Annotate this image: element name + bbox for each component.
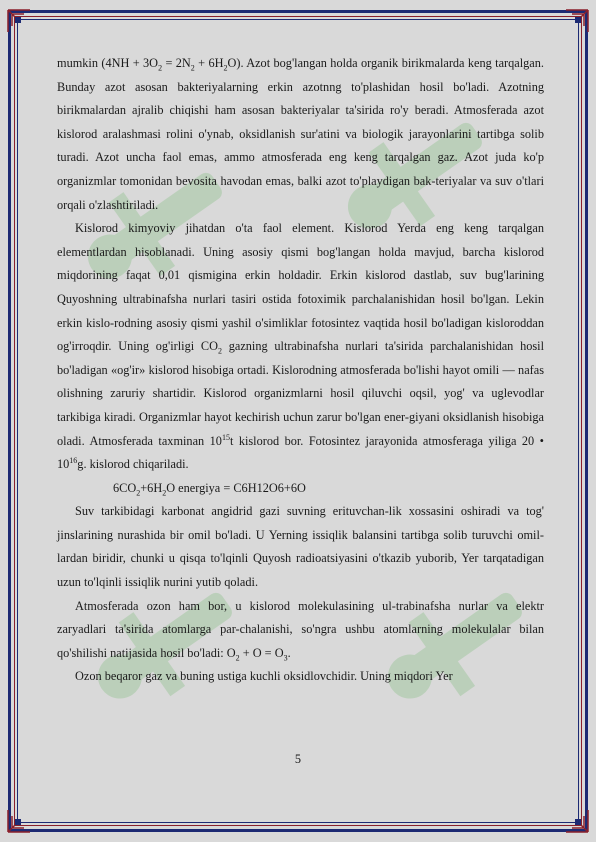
paragraph (57, 52, 544, 217)
text-run: 2 (235, 653, 240, 663)
formula-line (57, 477, 544, 501)
text-run: 2 (223, 63, 228, 73)
text-run: + 6H (194, 56, 224, 70)
document-body (57, 52, 544, 689)
text-run: +6H (140, 480, 163, 495)
text-run: mumkin (4NH + 3O (57, 56, 159, 70)
corner-ornament-icon (6, 808, 32, 834)
paragraph (57, 665, 544, 689)
text-run: 3 (283, 653, 288, 663)
text-run: 2 (158, 63, 163, 73)
text-run: t kislorod bor. Fotosintez jarayonida atmosferaga yiliga 20 • 10 (57, 433, 544, 472)
text-run: O energiya = C6H12O6+6O (166, 480, 306, 495)
corner-ornament-icon (6, 8, 32, 34)
text-run: 2 (190, 63, 195, 73)
text-run: = 2N (162, 56, 191, 70)
text-run: 16 (69, 456, 78, 465)
text-run: . (287, 645, 291, 660)
text-run: Ozon beqaror gaz va buning ustiga kuchli oksidlovchidir. Uning miqdori Yer (75, 669, 453, 684)
page-number: 5 (294, 752, 302, 766)
paragraph (57, 217, 544, 477)
text-run: Atmosferada ozon ham bor, u kislorod molekulasining ul-trabinafsha nurlar va elektr zaryadlari ta'sirida atomlarga par-chalanishi, so'ngra ushbu atomlarning molekulalar bilan qo'shilishi natijasida hosil bo'ladi: O (57, 598, 544, 660)
text-run: 15 (221, 432, 230, 442)
text-run: Suv tarkibidagi karbonat angidrid gazi suvning erituvchan-lik xossasini oshiradi va tog' jinslarining nurashida bir omil bo'ladi. U Yerning issiqlik balansini tartibga solib turuvchi omil-lardan biridir, chunki u qisqa to'lqinli Quyosh radioatsiyasini o'tkazib yuborib, Yer tarqatadigan uzun to'lqinli issiqlik nurini yutib qoladi. (57, 504, 544, 590)
text-run: + O = O (239, 645, 284, 660)
text-run: g. kislorod chiqariladi. (77, 457, 189, 472)
paragraph (57, 595, 544, 666)
text-run: 2 (136, 488, 141, 498)
text-run: Kislorod kimyoviy jihatdan o'ta faol element. Kislorod Yerda eng keng tarqalgan elementlardan hisoblanadi. Uning asosiy qismi bog'langan holda mavjud, barcha kislorod miqdorining faqat 0,01 qismigina erkin holdadir. Erkin kislorod dastlab, suv bug'larining Quyoshning ultrabinafsha nurlari tasiri ostida fotoximik parchalanishidan hosil bo'lgan. Lekin erkin kislo-rodning asosiy qismi yashil o'simliklar fotosintez vaqtida hosil bo'ladigan kisloroddan og'irroqdir. Uning og'irligi CO (57, 221, 544, 354)
corner-ornament-icon (564, 8, 590, 34)
text-run: 2 (217, 346, 222, 356)
paragraph (57, 500, 544, 594)
text-run: 6CO (113, 480, 137, 495)
corner-ornament-icon (564, 808, 590, 834)
text-run: O). Azot bog'langan holda organik birikmalarda keng tarqalgan. Bunday azot asosan bakteriyalarning erkin azotnng to'plashidan hosil bo'ladi. Azotning birikmalardan ajralib chiqishi ham asosan bakteriyalar ta'sirida ro'y beradi. Atmosferada azot kislorod aralashmasi rolini o'ynab, oksidlanish sur'atini va biologik jarayonlarini tartibga solib turadi. Azot uncha faol emas, ammo atmosferada eng keng tarqalgan gaz. Azot juda ko'p organizmlar tomonidan bevosita havodan emas, balki azot to'playdigan bak-teriyalar va suv o'tlari orqali o'zlashtiriladi. (57, 56, 544, 212)
text-run: gazning ultrabinafsha nurlari ta'sirida parchalanishidan hosil bo'ladigan «og'ir» kislorod hisobiga ortadi. Kislorodning atmosferada bo'lishi hayot omili — nafas olishning zaruriy shartidir. Kislorod organizmlarni hosil qiluvchi oqsil, yog' va uglevodlar tarkibiga kiradi. Organizmlar hayot kechirish uchun zarur bo'lgan ener-giyani oksidlanish hisobiga oladi. Atmosferada taxminan 10 (57, 339, 544, 448)
text-run: 2 (162, 488, 167, 498)
